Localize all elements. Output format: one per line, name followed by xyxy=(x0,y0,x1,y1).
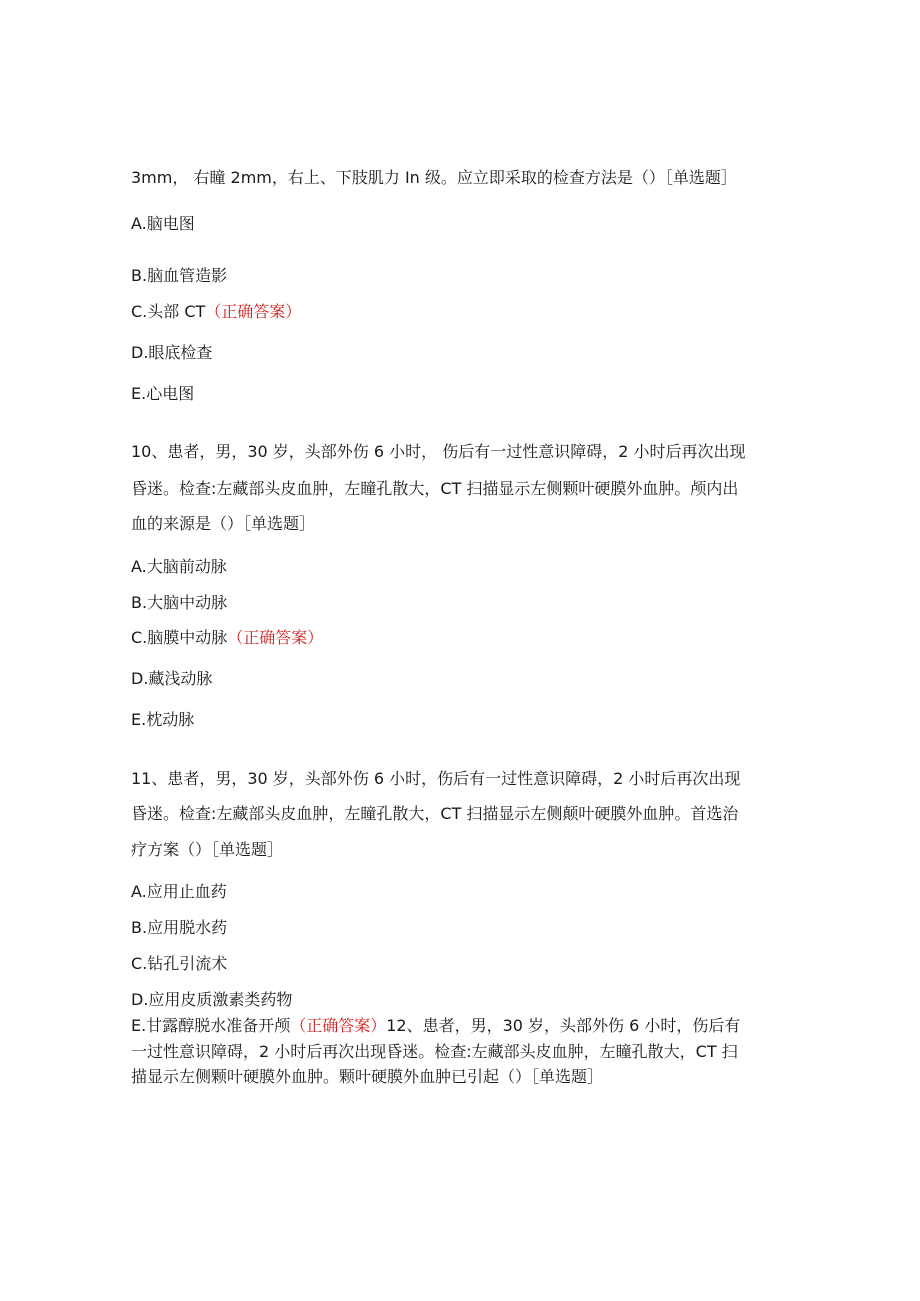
option-label: B.应用脱水药 xyxy=(131,918,228,937)
question-9-option-d xyxy=(131,343,791,363)
question-10-option-d xyxy=(131,669,791,689)
question-10-option-a xyxy=(131,557,791,577)
question-10-option-e xyxy=(131,710,791,730)
stem-text: 昏迷。检查:左藏部头皮血肿，左瞳孔散大，CT 扫描显示左侧颠叶硬膜外血肿。首选治 xyxy=(131,804,739,823)
option-label: B.大脑中动脉 xyxy=(131,593,228,612)
question-11-option-c xyxy=(131,954,791,974)
option-label: C.钻孔引流术 xyxy=(131,954,228,973)
stem-text: 11、患者，男，30 岁，头部外伤 6 小时，伤后有一过性意识障碍，2 小时后再次出现 xyxy=(131,769,741,788)
question-9-option-c xyxy=(131,302,791,322)
question-10-option-c xyxy=(131,628,791,648)
option-label: A.脑电图 xyxy=(131,214,195,233)
question-9-option-e xyxy=(131,384,791,404)
question-10-stem-line-1 xyxy=(131,442,791,462)
option-label: D.应用皮质激素类药物 xyxy=(131,990,293,1009)
option-label: E.枕动脉 xyxy=(131,710,195,729)
option-label: E.甘露醇脱水准备开颅 xyxy=(131,1016,291,1035)
question-11-option-a xyxy=(131,882,791,902)
option-label: D.眼底检查 xyxy=(131,343,213,362)
question-10-option-b xyxy=(131,593,791,613)
question-9-stem xyxy=(131,168,791,188)
correct-answer-mark: （正确答案） xyxy=(205,302,302,321)
option-label: C.头部 CT xyxy=(131,302,206,321)
question-11-option-d xyxy=(131,990,791,1010)
stem-text: 疗方案（）［单选题］ xyxy=(131,840,284,859)
stem-text: 描显示左侧颗叶硬膜外血肿。颗叶硬膜外血肿已引起（）［单选题］ xyxy=(131,1067,604,1086)
question-9-option-a xyxy=(131,214,791,234)
question-11-option-b xyxy=(131,918,791,938)
option-label: B.脑血管造影 xyxy=(131,266,228,285)
option-label: C.脑膜中动脉 xyxy=(131,628,228,647)
stem-text: 昏迷。检查:左藏部头皮血肿，左瞳孔散大，CT 扫描显示左侧颗叶硬膜外血肿。颅内出 xyxy=(131,479,739,498)
question-12-stem-line-2 xyxy=(131,1042,791,1062)
stem-text: 10、患者，男，30 岁，头部外伤 6 小时， 伤后有一过性意识障碍，2 小时后再次出现 xyxy=(131,442,746,461)
option-label: A.大脑前动脉 xyxy=(131,557,227,576)
stem-text: 血的来源是（）［单选题］ xyxy=(131,514,316,533)
question-12-stem-start: 12、患者，男，30 岁，头部外伤 6 小时，伤后有 xyxy=(386,1016,741,1035)
option-label: D.藏浅动脉 xyxy=(131,669,213,688)
correct-answer-mark: （正确答案） xyxy=(227,628,324,647)
question-11-option-e-and-question-12-start xyxy=(131,1016,791,1036)
question-11-stem-line-3 xyxy=(131,840,791,860)
question-9-option-b xyxy=(131,266,791,286)
question-10-stem-line-2 xyxy=(131,479,791,499)
stem-text: 一过性意识障碍，2 小时后再次出现昏迷。检查:左藏部头皮血肿，左瞳孔散大，CT 扫 xyxy=(131,1042,738,1061)
question-12-stem-line-3 xyxy=(131,1067,791,1087)
option-label: A.应用止血药 xyxy=(131,882,227,901)
question-9-stem-text: 3mm， 右瞳 2mm，右上、下肢肌力 In 级。应立即采取的检查方法是（）［单选题］ xyxy=(131,168,737,187)
option-label: E.心电图 xyxy=(131,384,195,403)
correct-answer-mark: （正确答案） xyxy=(290,1016,387,1035)
question-11-stem-line-2 xyxy=(131,804,791,824)
question-11-stem-line-1 xyxy=(131,769,791,789)
question-10-stem-line-3 xyxy=(131,514,791,534)
